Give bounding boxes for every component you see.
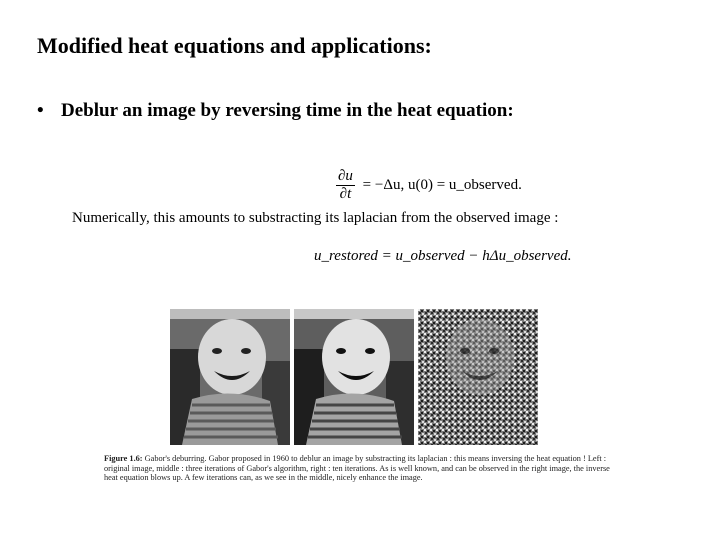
fraction-numerator: ∂u xyxy=(338,168,353,184)
bullet-text: Deblur an image by reversing time in the heat equation: xyxy=(61,100,514,121)
caption-text: Gabor's deburring. Gabor proposed in 1960 to deblur an image by substracting its laplacian : this means inversing the heat equation ! Left : original image, middle : three iterations of Gabor's algorithm, right : ten iterations. As is well known, and can be observed in the right image, the inverse heat equation blows up. A few iterations can, as we see in the middle, nicely enhance the image. xyxy=(104,454,610,483)
numerically-text: Numerically, this amounts to substracting its laplacian from the observed image : xyxy=(72,210,559,226)
original-image xyxy=(170,309,290,445)
bullet-dot-icon: • xyxy=(37,100,44,121)
caption-label: Figure 1.6: xyxy=(104,454,143,463)
ten-iterations-image xyxy=(418,309,538,445)
bullet-item xyxy=(37,100,514,122)
figure-caption xyxy=(104,454,624,483)
fraction-denominator: ∂t xyxy=(339,186,352,202)
heat-equation-rest: = −Δu, u(0) = u_observed. xyxy=(362,177,522,193)
restoration-equation: u_restored = u_observed − hΔu_observed. xyxy=(314,248,572,264)
three-iterations-image xyxy=(294,309,414,445)
figure-images xyxy=(170,309,538,445)
heat-equation xyxy=(336,168,522,203)
time-derivative-fraction xyxy=(336,168,355,203)
slide-title: Modified heat equations and applications: xyxy=(37,33,432,58)
